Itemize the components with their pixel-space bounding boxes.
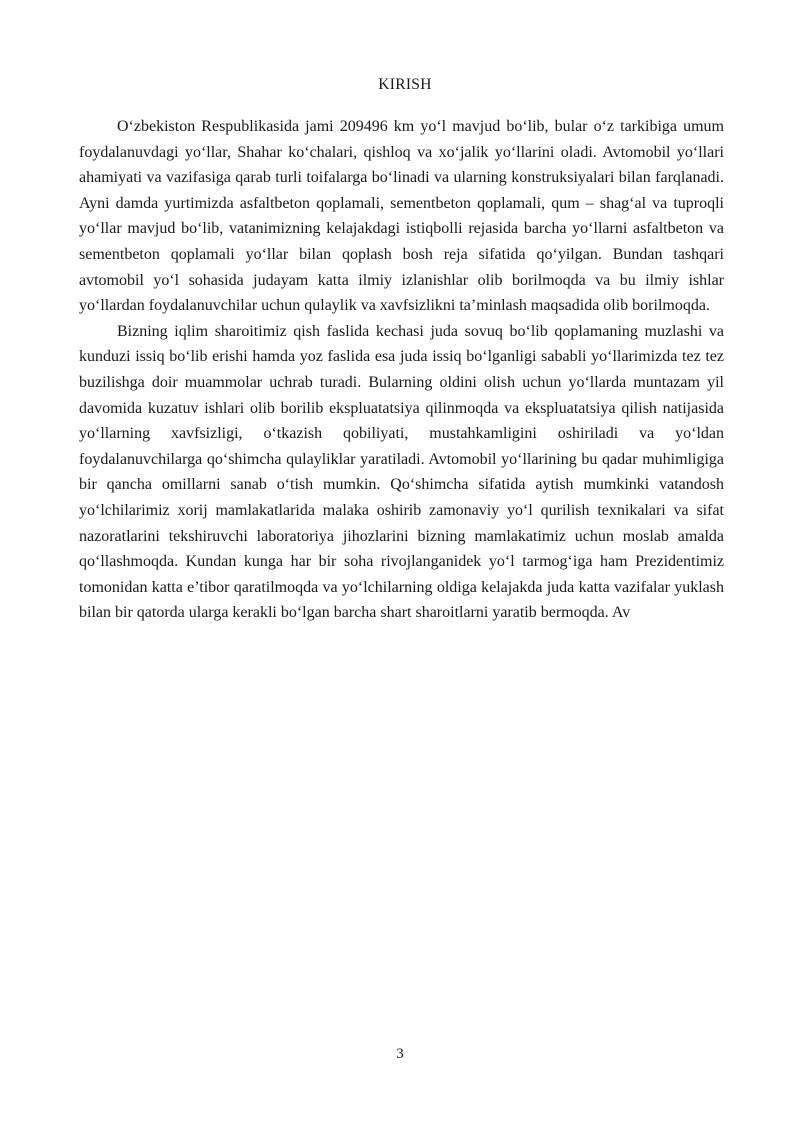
paragraph-2: Bizning iqlim sharoitimiz qish faslida kechasi juda sovuq bo‘lib qoplamaning muzlashi va kunduzi issiq bo‘lib erishi hamda yoz faslida esa juda issiq bo‘lganligi sababli yo‘llarimizda tez tez buzilishga doir muammolar uchrab turadi. Bularning oldini olish uchun yo‘llarda muntazam yil davomida kuzatuv ishlari olib borilib ekspluatatsiya qilinmoqda va ekspluatatsiya qilish natijasida yo‘llarning xavfsizligi, o‘tkazish qobiliyati, mustahkamligini oshiriladi va yo‘ldan foydalanuvchilarga qo‘shimcha qulayliklar yaratiladi. Avtomobil yo‘llarining bu qadar muhimligiga bir qancha omillarni sanab o‘tish mumkin. Qo‘shimcha sifatida aytish mumkinki vatandosh yo‘lchilarimiz xorij mamlakatlarida malaka oshirib zamonaviy yo‘l qurilish texnikalari va sifat nazoratlarini tekshiruvchi laboratoriya jihozlarini bizning mamlakatimiz uchun moslab amalda qo‘llashmoqda. Kundan kunga har bir soha rivojlanganidek yo‘l tarmog‘iga ham Prezidentimiz tomonidan katta e’tibor qaratilmoqda va yo‘lchilarning oldiga kelajakda juda katta vazifalar yuklash bilan bir qatorda ularga kerakli bo‘lgan barcha shart sharoitlarni yaratib bermoqda. Av <box>79 322 724 622</box>
document-body <box>79 114 724 626</box>
paragraph-1: O‘zbekiston Respublikasida jami 209496 km yo‘l mavjud bo‘lib, bular o‘z tarkibiga umum foydalanuvdagi yo‘llar, Shahar ko‘chalari, qishloq va xo‘jalik yo‘llarini oladi. Avtomobil yo‘llari ahamiyati va vazifasiga qarab turli toifalarga bo‘linadi va ularning konstruksiyalari bilan farqlanadi. Ayni damda yurtimizda asfaltbeton qoplamali, sementbeton qoplamali, qum – shag‘al va tuproqli yo‘llar mavjud bo‘lib, vatanimizning kelajakdagi istiqbolli rejasida barcha yo‘llarni asfaltbeton va sementbeton qoplamali yo‘llar bilan qoplash bosh reja sifatida qo‘yilgan. Bundan tashqari avtomobil yo‘l sohasida judayam katta ilmiy izlanishlar olib borilmoqda va bu ilmiy ishlar yo‘llardan foydalanuvchilar uchun qulaylik va xavfsizlikni ta’minlash maqsadida olib borilmoqda. <box>79 118 724 315</box>
document-title: KIRISH <box>378 76 432 93</box>
page-number: 3 <box>396 1046 404 1062</box>
